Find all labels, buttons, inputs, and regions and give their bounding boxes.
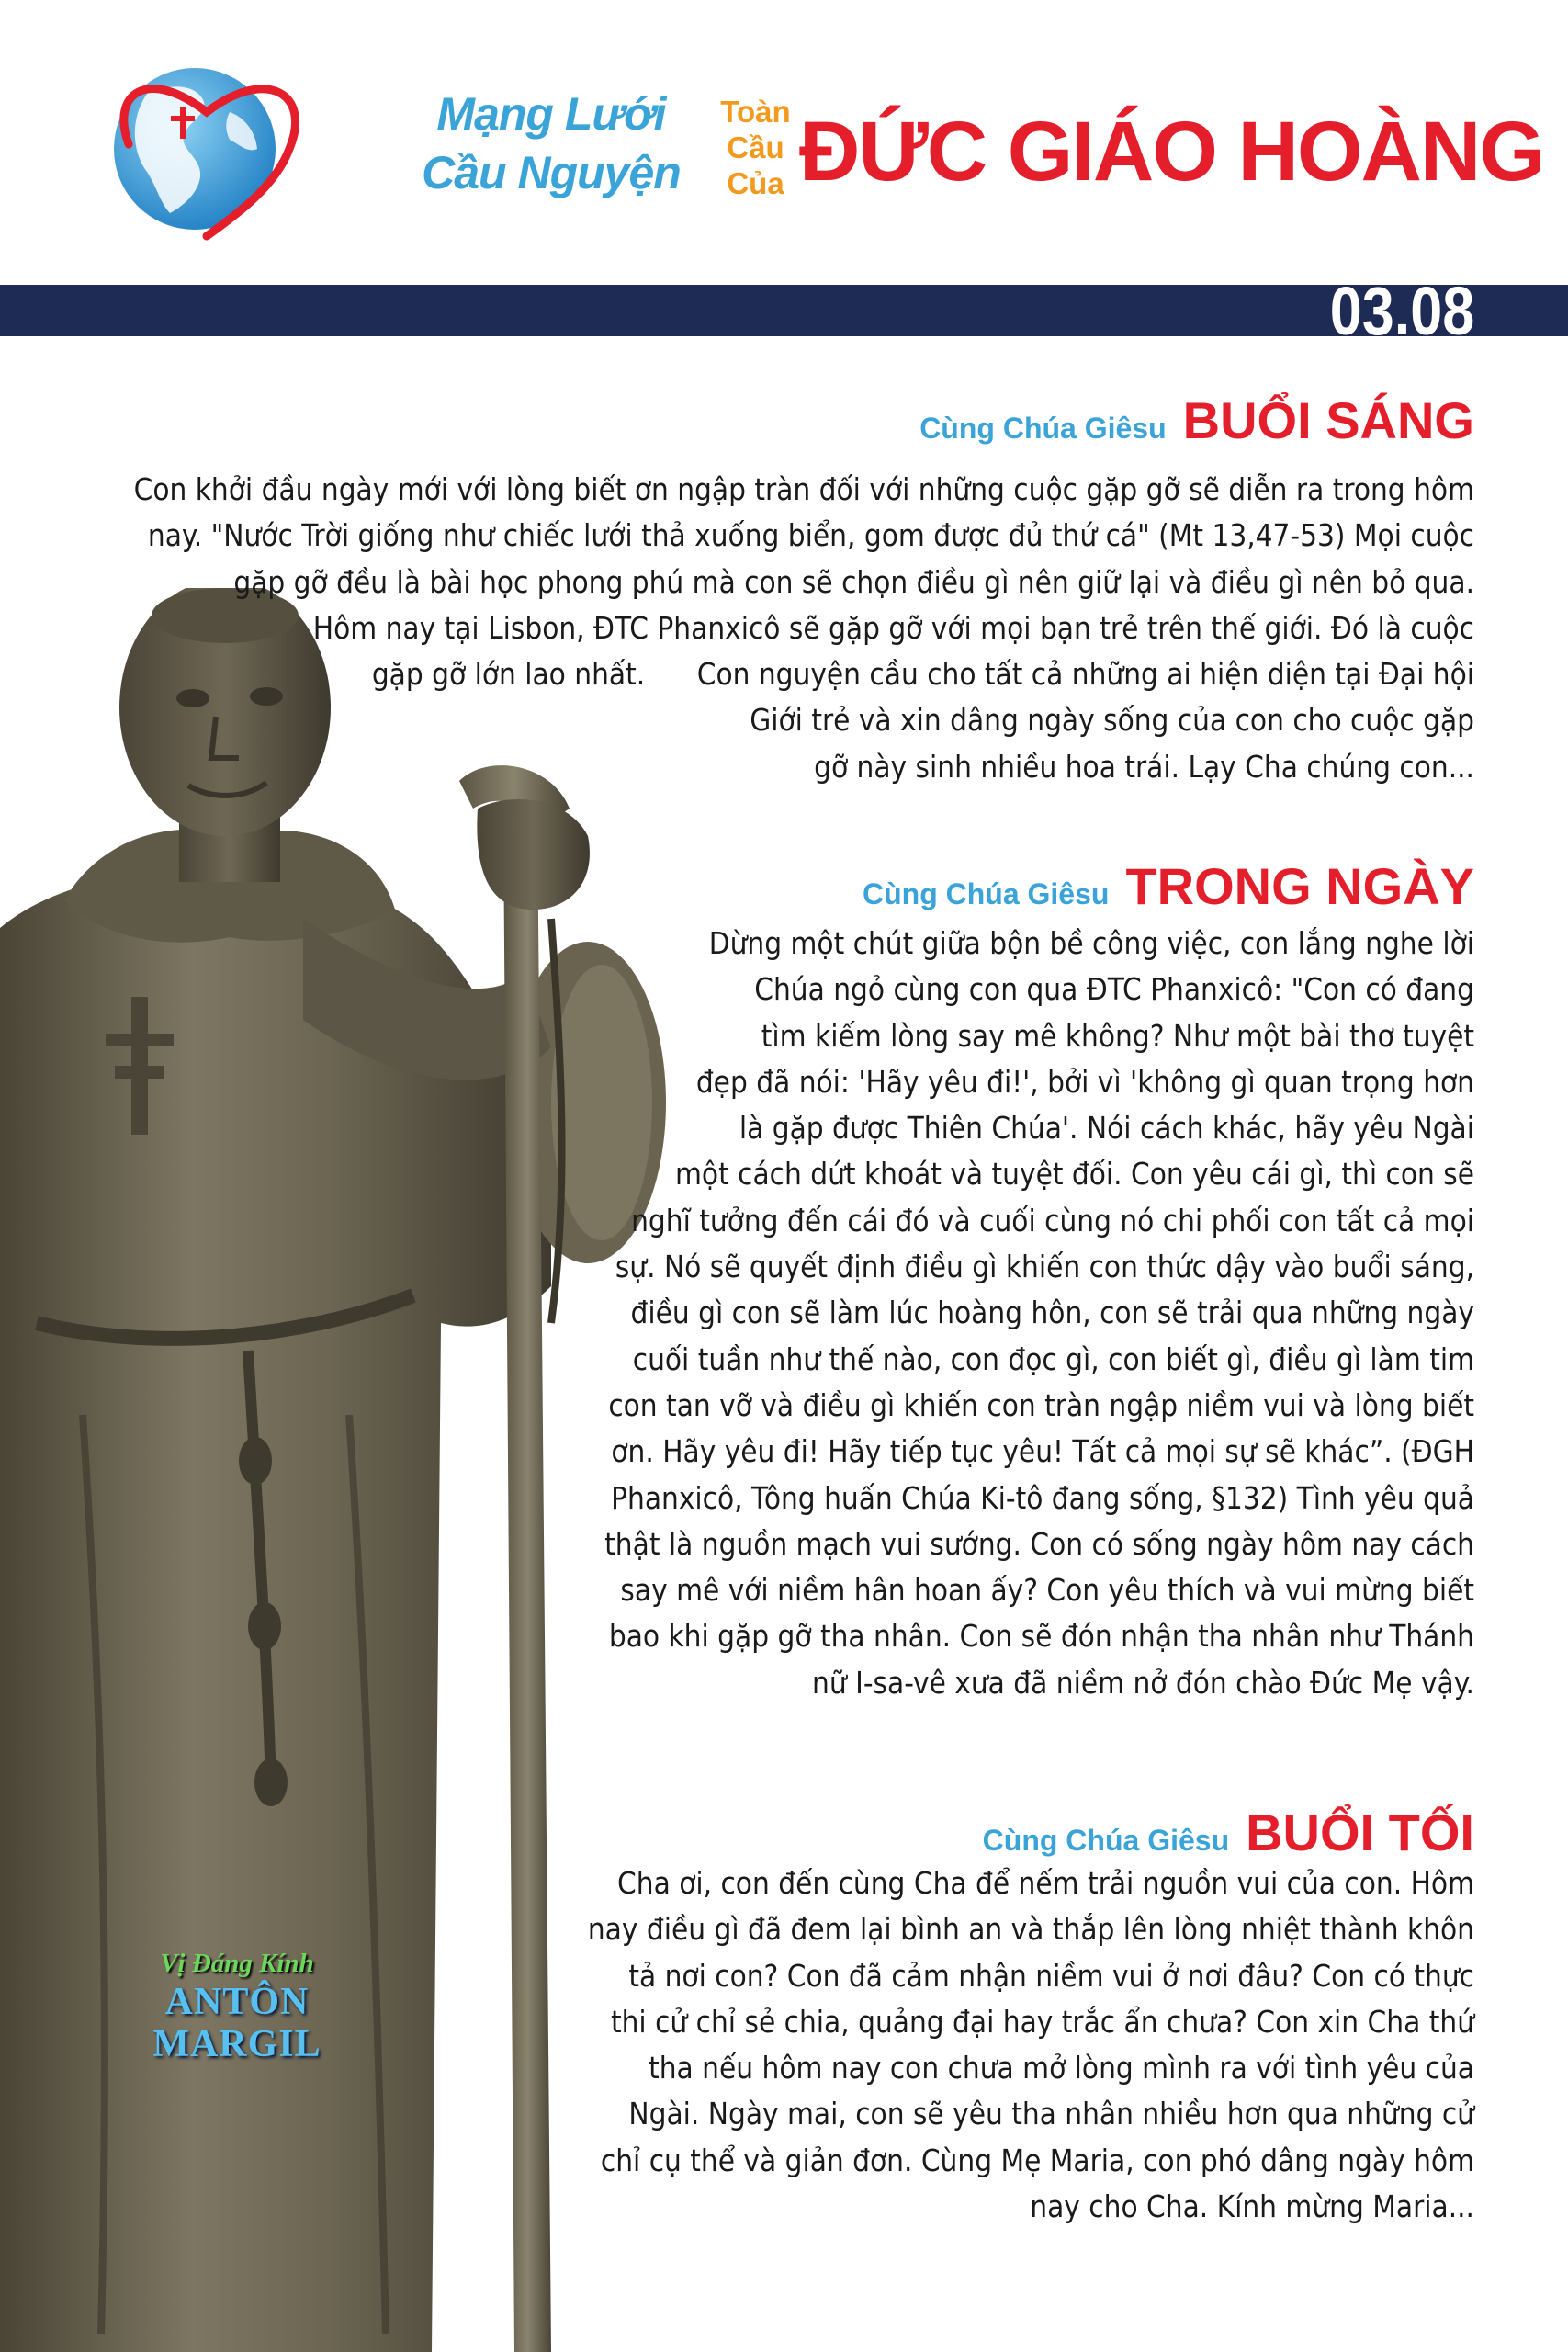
- text-line: nay. "Nước Trời giống như chiếc lưới thả xuống biển, gom được đủ thứ cá" (Mt 13,47-53) Mọi cuộc: [147, 517, 1474, 554]
- caption-title: Vị Đáng Kính: [160, 1949, 314, 1978]
- globe-heart-icon: [92, 57, 321, 241]
- caption-name1: ANTÔN: [164, 1981, 310, 2023]
- text-line: một cách dứt khoát và tuyệt đối. Con yêu cái gì, thì con sẽ: [674, 1156, 1474, 1193]
- evening-title: BUỔI TỐI: [1246, 1804, 1474, 1861]
- text-line: Ngài. Ngày mai, con sẽ yêu tha nhân nhiều hơn qua những cử: [628, 2096, 1474, 2132]
- brand-mid3: Của: [727, 166, 784, 200]
- brand-title: ĐỨC GIÁO HOÀNG: [799, 105, 1543, 198]
- morning-text: [134, 467, 1474, 790]
- text-line: tìm kiếm lòng say mê không? Như một bài thơ tuyệt: [761, 1017, 1474, 1054]
- evening-prefix: Cùng Chúa Giêsu: [982, 1824, 1230, 1857]
- network-logo: [92, 57, 321, 241]
- text-line: nay cho Cha. Kính mừng Maria...: [1030, 2188, 1474, 2225]
- text-line: tả nơi con? Con đã cảm nhận niềm vui ở nơi đâu? Con có thực: [628, 1957, 1474, 1994]
- morning-prefix: Cùng Chúa Giêsu: [919, 412, 1167, 445]
- evening-heading: [983, 1803, 1474, 1862]
- morning-heading: [919, 390, 1474, 450]
- text-line: điều gì con sẽ làm lúc hoàng hôn, con sẽ trải qua những ngày: [630, 1295, 1474, 1331]
- text-line: đẹp đã nói: 'Hãy yêu đi!', bởi vì 'không gì quan trọng hơn: [695, 1063, 1474, 1100]
- brand-mid1: Toàn: [720, 95, 791, 129]
- text-line: sự. Nó sẽ quyết định điều gì khiến con thức dậy vào buổi sáng,: [615, 1249, 1474, 1285]
- morning-title: BUỔI SÁNG: [1182, 391, 1474, 449]
- text-line: say mê với niềm hân hoan ấy? Con yêu thích và vui mừng biết: [620, 1572, 1474, 1609]
- text-line: là gặp được Thiên Chúa'. Nói cách khác, hãy yêu Ngài: [739, 1110, 1474, 1147]
- evening-text: [588, 1860, 1474, 2230]
- text-line: bao khi gặp gỡ tha nhân. Con sẽ đón nhận tha nhân như Thánh: [608, 1618, 1474, 1655]
- brand-line2: Cầu Nguyện: [422, 147, 681, 198]
- midday-text: [604, 921, 1474, 1706]
- text-line: thật là nguồn mạch vui sướng. Con có sống ngày hôm nay cách: [604, 1525, 1474, 1562]
- text-line: Dừng một chút giữa bộn bề công việc, con lắng nghe lời: [708, 925, 1474, 961]
- midday-prefix: Cùng Chúa Giêsu: [862, 877, 1110, 910]
- statue-caption: [127, 1946, 347, 2065]
- caption-name2: MARGIL: [152, 2023, 321, 2065]
- brand-toan-cau-cua: [712, 94, 799, 201]
- text-line: cuối tuần như thế nào, con đọc gì, con biết gì, điều gì làm tim: [632, 1340, 1474, 1377]
- text-line: gặp gỡ lớn lao nhất. Con nguyện cầu cho tất cả những ai hiện diện tại Đại hội: [371, 656, 1474, 693]
- text-line: nghĩ tưởng đến cái đó và cuối cùng nó chi phối con tất cả mọi: [631, 1202, 1474, 1238]
- brand-line1: Mạng Lưới: [436, 88, 666, 140]
- text-line: Phanxicô, Tông huấn Chúa Ki-tô đang sống, §132) Tình yêu quả: [611, 1479, 1474, 1516]
- text-line: chỉ cụ thể và giản đơn. Cùng Mẹ Maria, con phó dâng ngày hôm: [600, 2142, 1474, 2178]
- text-line: tha nếu hôm nay con chưa mở lòng mình ra với tình yêu của: [649, 2050, 1474, 2086]
- brand-mang-luoi: [386, 85, 716, 202]
- text-line: Cha ơi, con đến cùng Cha để nếm trải nguồn vui của con. Hôm: [617, 1865, 1474, 1901]
- midday-heading: [863, 856, 1474, 916]
- text-line: Giới trẻ và xin dâng ngày sống của con cho cuộc gặp: [750, 702, 1474, 739]
- text-line: con tan vỡ và điều gì khiến con tràn ngập niềm vui và lòng biết: [608, 1386, 1474, 1423]
- text-line: nữ I-sa-vê xưa đã niềm nở đón chào Đức Mẹ vậy.: [812, 1664, 1474, 1701]
- date-label: 03.08: [1329, 273, 1474, 349]
- text-line: Hôm nay tại Lisbon, ĐTC Phanxicô sẽ gặp gỡ với mọi bạn trẻ trên thế giới. Đó là cuộc: [312, 609, 1474, 646]
- text-line: ơn. Hãy yêu đi! Hãy tiếp tục yêu! Tất cả mọi sự sẽ khác”. (ĐGH: [611, 1433, 1474, 1470]
- brand-mid2: Cầu: [727, 130, 784, 164]
- text-line: Con khởi đầu ngày mới với lòng biết ơn ngập tràn đối với những cuộc gặp gỡ sẽ diễn ra trong hôm: [133, 471, 1474, 507]
- text-line: gỡ này sinh nhiều hoa trái. Lạy Cha chúng con...: [814, 748, 1474, 785]
- text-line: thi cử chỉ sẻ chia, quảng đại hay trắc ẩn chưa? Con xin Cha thứ: [610, 2003, 1474, 2040]
- midday-title: TRONG NGÀY: [1125, 857, 1474, 915]
- text-line: nay điều gì đã đem lại bình an và thắp lên lòng nhiệt thành khôn: [587, 1911, 1474, 1948]
- text-line: gặp gỡ đều là bài học phong phú mà con sẽ chọn điều gì nên giữ lại và điều gì nên bỏ qua.: [233, 563, 1474, 600]
- text-line: Chúa ngỏ cùng con qua ĐTC Phanxicô: "Con có đang: [754, 971, 1474, 1008]
